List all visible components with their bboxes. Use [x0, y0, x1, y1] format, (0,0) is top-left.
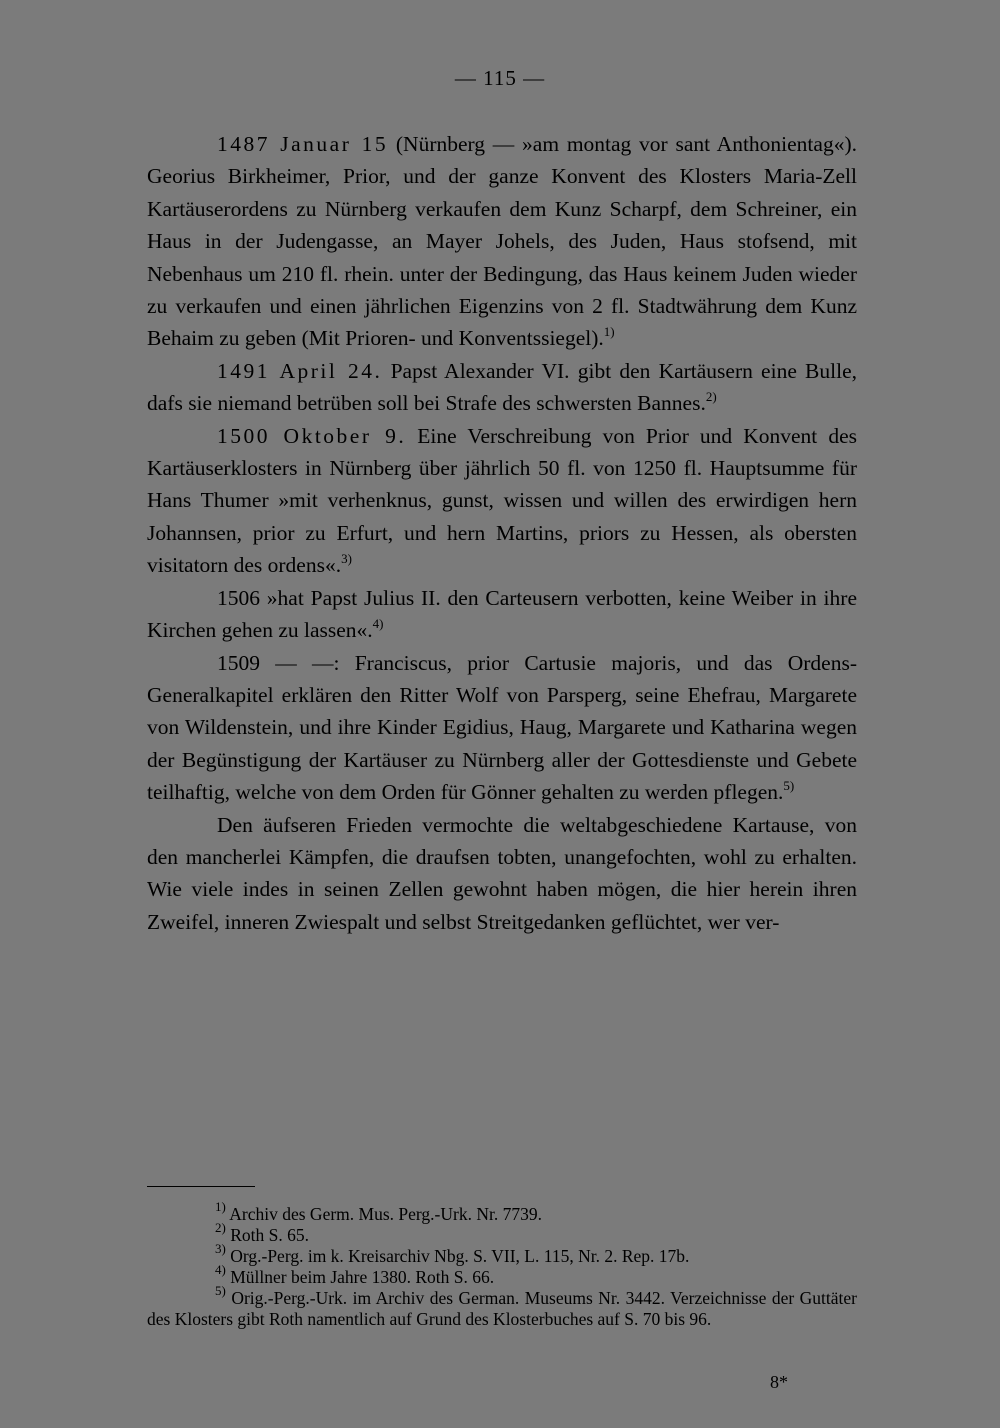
- page-number: — 115 —: [454, 66, 546, 90]
- entry-text: »hat Papst Julius II. den Carteusern verbotten, keine Weiber in ihre Kirchen gehen zu lassen«.: [147, 585, 857, 643]
- entry-1500: [147, 420, 857, 582]
- entry-1506: [147, 582, 857, 647]
- footnote-4: [147, 1262, 857, 1288]
- footnote-ref: 4): [372, 616, 384, 632]
- footnote-mark: 2): [215, 1220, 226, 1235]
- footnote-2: [147, 1220, 857, 1246]
- footnote-text: Roth S. 65.: [225, 1225, 309, 1245]
- footnote-3: [147, 1241, 857, 1267]
- entry-text: Eine Verschreibung von Prior und Konvent des Kartäuserklosters in Nürnberg über jährlich 50 fl. von 1250 fl. Hauptsumme für Hans Thumer »mit verhenknus, gunst, wissen und willen des erwirdigen hern Johannsen, prior zu Erfurt, und hern Martins, priors zu Hessen, als obersten visitatorn des ordens«.: [147, 423, 857, 578]
- footnote-5: [147, 1283, 857, 1330]
- entry-date: 1509 — —:: [217, 650, 340, 675]
- footnote-mark: 3): [215, 1241, 226, 1256]
- entry-date: 1500 Oktober 9.: [217, 423, 407, 448]
- footnote-text: Archiv des Germ. Mus. Perg.-Urk. Nr. 7739.: [225, 1204, 542, 1224]
- entry-date: 1506: [217, 585, 260, 610]
- footnote-1: [147, 1199, 857, 1225]
- footnote-mark: 5): [215, 1283, 226, 1298]
- entry-date: 1487 Januar 15: [217, 132, 389, 156]
- entry-date: 1491 April 24.: [217, 358, 383, 383]
- footnote-mark: 4): [215, 1262, 226, 1277]
- printer-signature: 8*: [770, 1372, 788, 1392]
- footnote-ref: 3): [341, 551, 352, 567]
- entry-1487: [147, 128, 857, 355]
- entry-text: (Nürnberg — »am montag vor sant Anthonientag«). Georius Birkheimer, Prior, und der ganze Konvent des Klosters Maria-Zell Kartäuserordens zu Nürnberg verkaufen dem Kunz Scharpf, dem Schreiner, ein Haus in der Judengasse, an Mayer Johels, des Juden, Haus stofsend, mit Nebenhaus um 210 fl. rhein. unter der Bedingung, das Haus keinem Juden wieder zu verkaufen und einen jährlichen Eigenzins von 2 fl. Stadtwährung dem Kunz Behaim zu geben (Mit Prioren- und Konventssiegel).: [147, 132, 857, 351]
- footnote-text: Orig.-Perg.-Urk. im Archiv des German. Museums Nr. 3442. Verzeichnisse der Guttäter des Klosters gibt Roth namentlich auf Grund des Klosterbuches auf S. 70 bis 96.: [147, 1288, 857, 1329]
- footnote-text: Müllner beim Jahre 1380. Roth S. 66.: [225, 1267, 495, 1287]
- footnote-ref: 2): [705, 389, 717, 405]
- footnote-ref: 1): [603, 324, 615, 340]
- footnote-ref: 5): [783, 778, 795, 794]
- entry-1509: [147, 647, 857, 809]
- footnote-text: Org.-Perg. im k. Kreisarchiv Nbg. S. VII, L. 115, Nr. 2. Rep. 17b.: [225, 1246, 690, 1266]
- body-paragraph: Den äufseren Frieden vermochte die weltabgeschiedene Kartause, von den mancherlei Kämpfen, die draufsen tobten, unangefochten, wohl zu erhalten. Wie viele indes in seinen Zellen gewohnt haben mögen, die hier herein ihren Zweifel, inneren Zwiespalt und selbst Streitgedanken geflüchtet, wer ver-: [147, 812, 857, 934]
- footnote-divider: [147, 1186, 255, 1187]
- footnotes: [147, 1199, 857, 1330]
- footnote-mark: 1): [215, 1199, 226, 1214]
- entry-text: Papst Alexander VI. gibt den Kartäusern eine Bulle, dafs sie niemand betrüben soll bei Strafe des schwersten Bannes.: [147, 358, 857, 416]
- main-text: [147, 128, 857, 938]
- entry-1491: [147, 355, 857, 420]
- entry-text: Franciscus, prior Cartusie majoris, und das Ordens-Generalkapitel erklären den Ritter Wolf von Parsperg, seine Ehefrau, Margarete von Wildenstein, und ihre Kinder Egidius, Haug, Margarete und Katharina wegen der Begünstigung der Kartäuser zu Nürnberg aller der Gottesdienste und Gebete teilhaftig, welche von dem Orden für Gönner gehalten zu werden pflegen.: [147, 650, 857, 805]
